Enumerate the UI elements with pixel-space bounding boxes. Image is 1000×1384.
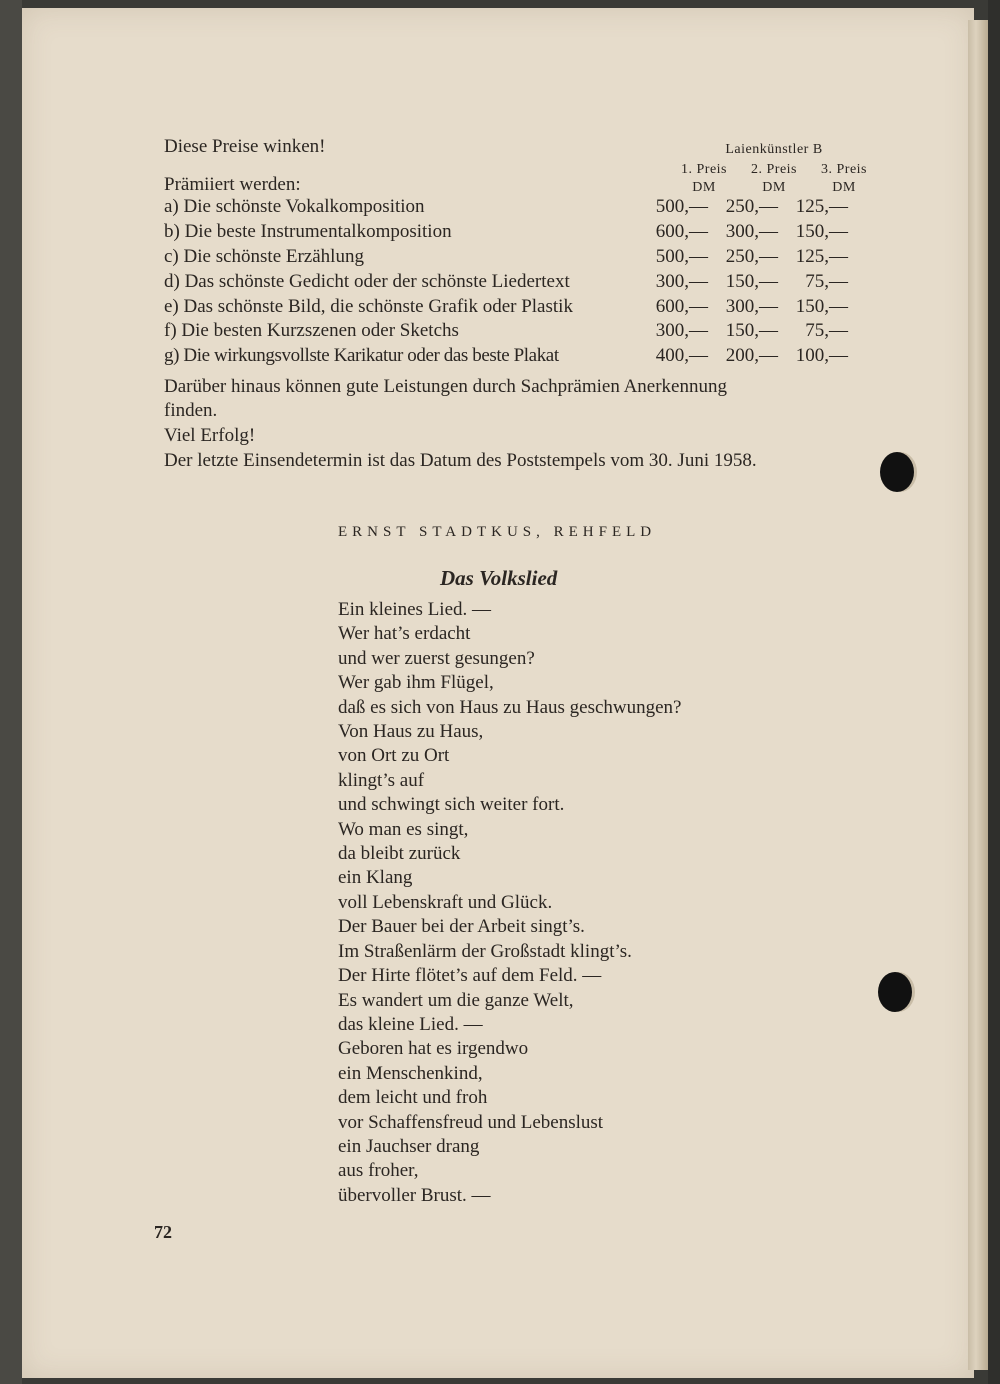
table-group-header: Laienkünstler B — [725, 142, 823, 157]
closing-line-2: finden. — [164, 400, 218, 421]
prize-third: 125,— — [795, 246, 848, 267]
binding-hole-bottom — [878, 972, 912, 1012]
poem-line: übervoller Brust. — — [338, 1184, 491, 1206]
prize-second: 150,— — [725, 271, 778, 292]
poem-line: da bleibt zurück — [338, 843, 461, 865]
page-spine-edge — [968, 20, 988, 1370]
poem-line: klingt’s auf — [338, 769, 425, 791]
poem-line: und wer zuerst gesungen? — [338, 647, 535, 669]
poem-line: Der Hirte flötet’s auf dem Feld. — — [338, 965, 602, 987]
poem-line: voll Lebenskraft und Glück. — [338, 891, 553, 913]
prize-second: 150,— — [725, 320, 778, 341]
poem-line: von Ort zu Ort — [338, 745, 450, 767]
prize-third: 100,— — [795, 345, 848, 366]
binding-hole-top — [880, 452, 914, 492]
prize-first: 500,— — [655, 196, 708, 217]
table-row — [164, 296, 880, 320]
poem-title: Das Volkslied — [440, 566, 558, 590]
prize-first: 500,— — [655, 246, 708, 267]
table-row — [164, 196, 880, 220]
poem-line: Ein kleines Lied. — — [338, 599, 492, 620]
table-col2-unit: DM — [762, 180, 786, 195]
poem-body — [338, 598, 682, 1208]
prize-second: 300,— — [725, 296, 778, 317]
table-row — [164, 221, 880, 245]
prize-category: d) Das schönste Gedicht oder der schönste Liedertext — [164, 271, 570, 292]
poem-line: das kleine Lied. — — [338, 1013, 483, 1035]
prize-first: 300,— — [655, 320, 708, 341]
prize-first: 300,— — [655, 271, 708, 292]
table-row — [164, 271, 880, 295]
poem-line: Geboren hat es irgendwo — [338, 1038, 529, 1060]
poem-line: aus froher, — [338, 1160, 419, 1182]
book-right-edge — [988, 0, 1000, 1384]
poem-line: Wo man es singt, — [338, 818, 469, 840]
table-col3-header: 3. Preis — [821, 162, 867, 177]
table-row — [164, 320, 880, 344]
prize-category: c) Die schönste Erzählung — [164, 246, 364, 267]
prize-category: e) Das schönste Bild, die schönste Grafik oder Plastik — [164, 296, 573, 317]
book-left-edge — [0, 0, 22, 1384]
table-col2-header: 2. Preis — [751, 162, 797, 177]
prize-category: a) Die schönste Vokalkomposition — [164, 196, 425, 217]
table-col3-unit: DM — [832, 180, 856, 195]
prize-third: 125,— — [795, 196, 848, 217]
poem-line: Es wandert um die ganze Welt, — [338, 989, 574, 1011]
table-col1-header: 1. Preis — [681, 162, 727, 177]
prize-category: g) Die wirkungsvollste Karikatur oder das beste Plakat — [164, 345, 559, 366]
prize-third: 150,— — [795, 296, 848, 317]
poem-author: ERNST STADTKUS, REHFELD — [338, 524, 657, 540]
poem-line: ein Menschenkind, — [338, 1062, 483, 1084]
poem-line: Der Bauer bei der Arbeit singt’s. — [338, 916, 585, 938]
poem-line: Wer gab ihm Flügel, — [338, 672, 494, 694]
prize-subheading: Prämiiert werden: — [164, 174, 301, 195]
prize-second: 300,— — [725, 221, 778, 242]
closing-line-1: Darüber hinaus können gute Leistungen durch Sachprämien Anerkennung — [164, 376, 727, 397]
table-col1-unit: DM — [692, 180, 716, 195]
prize-second: 200,— — [725, 345, 778, 366]
poem-line: ein Jauchser drang — [338, 1135, 480, 1157]
poem-line: dem leicht und froh — [338, 1087, 488, 1109]
prize-third: 150,— — [795, 221, 848, 242]
closing-line-4: Der letzte Einsendetermin ist das Datum des Poststempels vom 30. Juni 1958. — [164, 450, 757, 471]
poem-line: Wer hat’s erdacht — [338, 623, 471, 645]
prize-third: 75,— — [805, 271, 848, 292]
prize-category: b) Die beste Instrumentalkomposition — [164, 221, 452, 242]
prize-first: 600,— — [655, 296, 708, 317]
prize-first: 400,— — [655, 345, 708, 366]
poem-line: Im Straßenlärm der Großstadt klingt’s. — [338, 940, 632, 962]
closing-line-3: Viel Erfolg! — [164, 425, 256, 446]
prize-heading: Diese Preise winken! — [164, 136, 326, 157]
poem-line: und schwingt sich weiter fort. — [338, 794, 565, 816]
poem-line: Von Haus zu Haus, — [338, 721, 484, 743]
prize-first: 600,— — [655, 221, 708, 242]
page-number: 72 — [154, 1222, 172, 1242]
prize-second: 250,— — [725, 246, 778, 267]
table-row — [164, 345, 880, 369]
prize-third: 75,— — [805, 320, 848, 341]
prize-category: f) Die besten Kurzszenen oder Sketchs — [164, 320, 459, 341]
table-row — [164, 246, 880, 270]
prize-second: 250,— — [725, 196, 778, 217]
poem-line: ein Klang — [338, 867, 413, 889]
poem-line: daß es sich von Haus zu Haus geschwungen? — [338, 696, 682, 718]
poem-line: vor Schaffensfreud und Lebenslust — [338, 1111, 604, 1133]
